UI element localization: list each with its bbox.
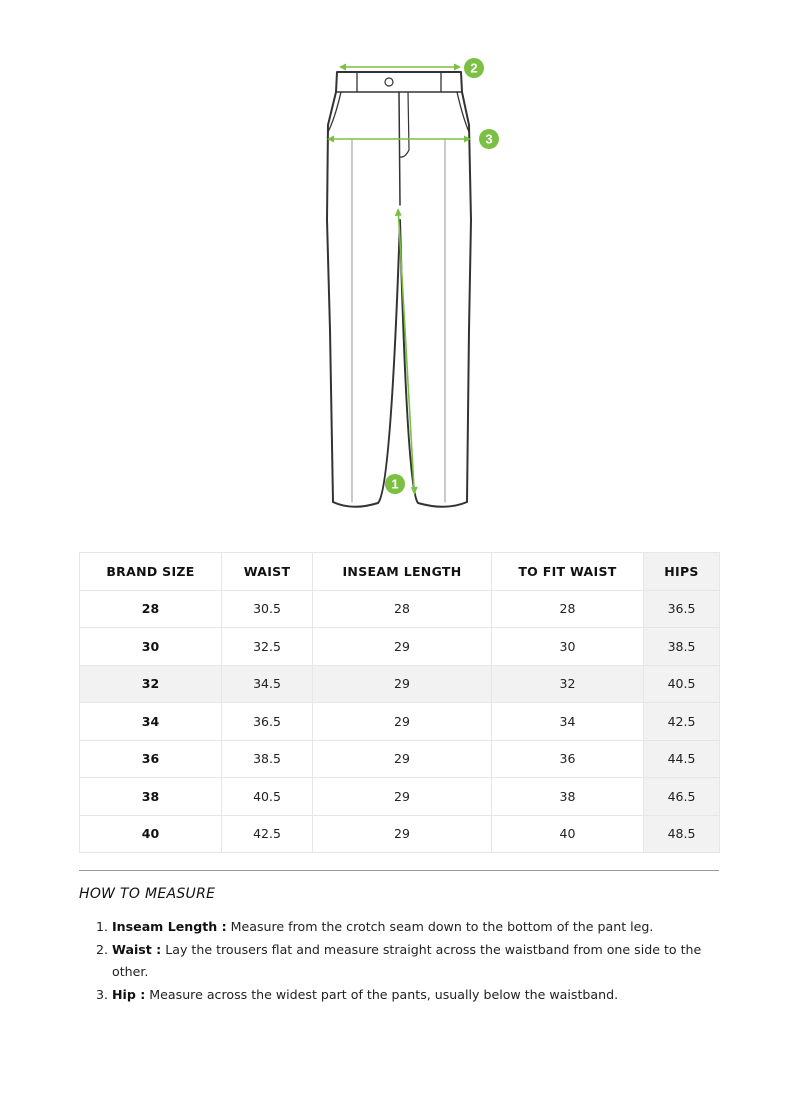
inseam-arrow-head-top (395, 208, 402, 216)
instruction-text: Lay the trousers flat and measure straight across the waistband from one side to the other. (112, 942, 702, 979)
cell-to-fit-waist: 34 (492, 703, 644, 741)
instruction-waist (112, 939, 709, 982)
cell-hips: 42.5 (644, 703, 720, 741)
cell-brand-size: 30 (80, 628, 222, 666)
instruction-hip (112, 984, 709, 1006)
section-divider (79, 870, 719, 871)
cell-to-fit-waist: 36 (492, 740, 644, 778)
inseam-arrow-head-bottom (411, 487, 418, 495)
cell-waist: 38.5 (222, 740, 313, 778)
table-header-row (80, 553, 720, 591)
cell-to-fit-waist: 40 (492, 815, 644, 853)
waist-button (385, 78, 393, 86)
instruction-inseam (112, 916, 709, 938)
waist-arrow-head-left (339, 64, 346, 71)
cell-inseam-length: 29 (313, 778, 492, 816)
cell-brand-size: 32 (80, 665, 222, 703)
marker-waist (464, 58, 484, 78)
inseam-arrow-line (399, 215, 415, 488)
cell-inseam-length: 29 (313, 703, 492, 741)
table-row (80, 815, 720, 853)
marker-inseam (385, 474, 405, 494)
trouser-measurement-diagram (300, 50, 530, 520)
header-waist: WAIST (222, 553, 313, 591)
how-to-measure-heading: HOW TO MEASURE (79, 886, 216, 902)
header-brand-size: BRAND SIZE (80, 553, 222, 591)
instruction-term: Hip : (112, 986, 146, 1002)
fly-line (399, 92, 400, 205)
cell-hips: 46.5 (644, 778, 720, 816)
cell-waist: 30.5 (222, 590, 313, 628)
table-row (80, 628, 720, 666)
cell-to-fit-waist: 28 (492, 590, 644, 628)
cell-waist: 32.5 (222, 628, 313, 666)
cell-inseam-length: 28 (313, 590, 492, 628)
table-row (80, 778, 720, 816)
cell-brand-size: 38 (80, 778, 222, 816)
instruction-term: Inseam Length : (112, 919, 227, 934)
cell-brand-size: 36 (80, 740, 222, 778)
cell-waist: 42.5 (222, 815, 313, 853)
cell-hips: 36.5 (644, 590, 720, 628)
cell-hips: 48.5 (644, 815, 720, 853)
header-hips: HIPS (644, 553, 720, 591)
table-row (80, 665, 720, 703)
cell-inseam-length: 29 (313, 628, 492, 666)
measure-instructions-list (79, 916, 709, 1007)
cell-brand-size: 28 (80, 590, 222, 628)
trouser-outline (327, 72, 471, 507)
cell-inseam-length: 29 (313, 665, 492, 703)
table-row (80, 590, 720, 628)
marker-inseam-number: 1 (391, 476, 399, 492)
header-to-fit-waist: TO FIT WAIST (492, 553, 644, 591)
cell-hips: 40.5 (644, 665, 720, 703)
marker-waist-number: 2 (470, 60, 478, 76)
size-chart-table (79, 552, 720, 853)
cell-waist: 34.5 (222, 665, 313, 703)
cell-to-fit-waist: 38 (492, 778, 644, 816)
header-inseam-length: INSEAM LENGTH (313, 553, 492, 591)
marker-hip (479, 129, 499, 149)
table-row (80, 703, 720, 741)
waist-arrow-head-right (454, 64, 461, 71)
instruction-text: Measure from the crotch seam down to the bottom of the pant leg. (226, 919, 654, 934)
cell-brand-size: 40 (80, 815, 222, 853)
cell-to-fit-waist: 32 (492, 665, 644, 703)
cell-to-fit-waist: 30 (492, 628, 644, 666)
instruction-text: Measure across the widest part of the pants, usually below the waistband. (145, 986, 619, 1002)
cell-waist: 40.5 (222, 778, 313, 816)
cell-waist: 36.5 (222, 703, 313, 741)
marker-hip-number: 3 (485, 131, 493, 147)
cell-hips: 44.5 (644, 740, 720, 778)
cell-inseam-length: 29 (313, 815, 492, 853)
table-row (80, 740, 720, 778)
fly-stitch (400, 92, 409, 157)
instruction-term: Waist : (112, 942, 162, 957)
cell-hips: 38.5 (644, 628, 720, 666)
cell-inseam-length: 29 (313, 740, 492, 778)
cell-brand-size: 34 (80, 703, 222, 741)
